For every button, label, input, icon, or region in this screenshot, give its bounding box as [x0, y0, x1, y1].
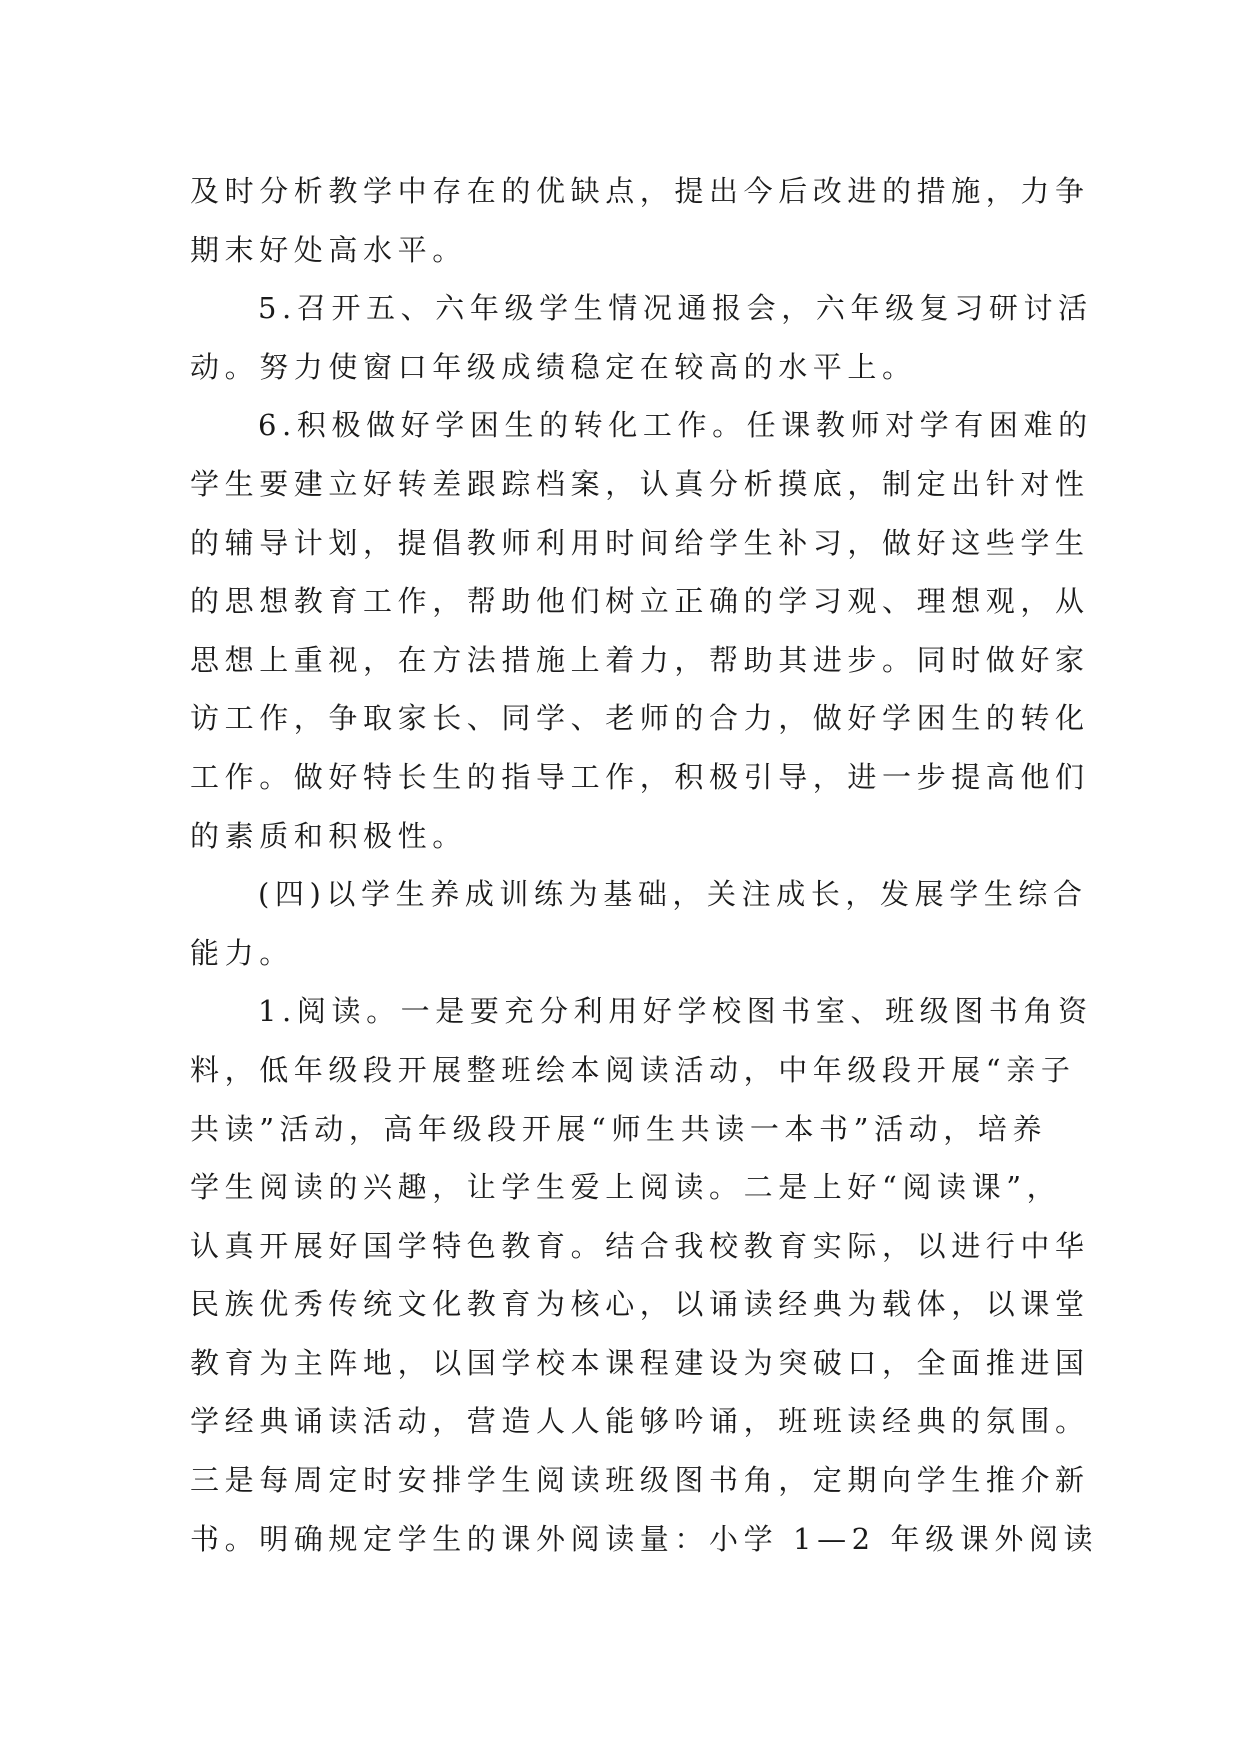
- text-line: 学生阅读的兴趣，让学生爱上阅读。二是上好“阅读课”，: [190, 1170, 1062, 1205]
- body-text: [190, 162, 1099, 1568]
- text-line: 教育为主阵地，以国学校本课程建设为突破口，全面推进国: [190, 1345, 1090, 1380]
- text-line: 民族优秀传统文化教育为核心，以诵读经典为载体，以课堂: [190, 1287, 1090, 1322]
- text-line: 思想上重视，在方法措施上着力，帮助其进步。同时做好家: [190, 642, 1090, 677]
- text-line: 动。努力使窗口年级成绩稳定在较高的水平上。: [190, 349, 917, 384]
- paragraph-first-line: 6.积极做好学困生的转化工作。任课教师对学有困难的: [258, 408, 1093, 443]
- text-line: 三是每周定时安排学生阅读班级图书角，定期向学生推介新: [190, 1463, 1090, 1498]
- text-line: 认真开展好国学特色教育。结合我校教育实际，以进行中华: [190, 1228, 1090, 1263]
- text-line: 学生要建立好转差跟踪档案，认真分析摸底，制定出针对性: [190, 466, 1090, 501]
- text-line: 学经典诵读活动，营造人人能够吟诵，班班读经典的氛围。: [190, 1404, 1090, 1439]
- text-line: 料，低年级段开展整班绘本阅读活动，中年级段开展“亲子: [190, 1052, 1076, 1087]
- text-line: 能力。: [190, 935, 294, 970]
- paragraph-first-line: 5.召开五、六年级学生情况通报会，六年级复习研讨活: [258, 291, 1093, 326]
- text-line: 及时分析教学中存在的优缺点，提出今后改进的措施，力争: [190, 174, 1090, 208]
- text-line: 的思想教育工作，帮助他们树立正确的学习观、理想观，从: [190, 584, 1090, 619]
- text-line: 书。明确规定学生的课外阅读量：小学 1—2 年级课外阅读: [190, 1521, 1099, 1556]
- text-line: 的素质和积极性。: [190, 818, 467, 853]
- text-line: 共读”活动，高年级段开展“师生共读一本书”活动，培养: [190, 1111, 1048, 1146]
- paragraph-first-line: 1.阅读。一是要充分利用好学校图书室、班级图书角资: [258, 994, 1093, 1029]
- paragraph-first-line: (四)以学生养成训练为基础，关注成长，发展学生综合: [258, 877, 1088, 912]
- text-line: 的辅导计划，提倡教师利用时间给学生补习，做好这些学生: [190, 525, 1090, 560]
- text-line: 期末好处高水平。: [190, 232, 467, 267]
- text-line: 工作。做好特长生的指导工作，积极引导，进一步提高他们: [190, 759, 1090, 794]
- text-line: 访工作，争取家长、同学、老师的合力，做好学困生的转化: [190, 701, 1090, 736]
